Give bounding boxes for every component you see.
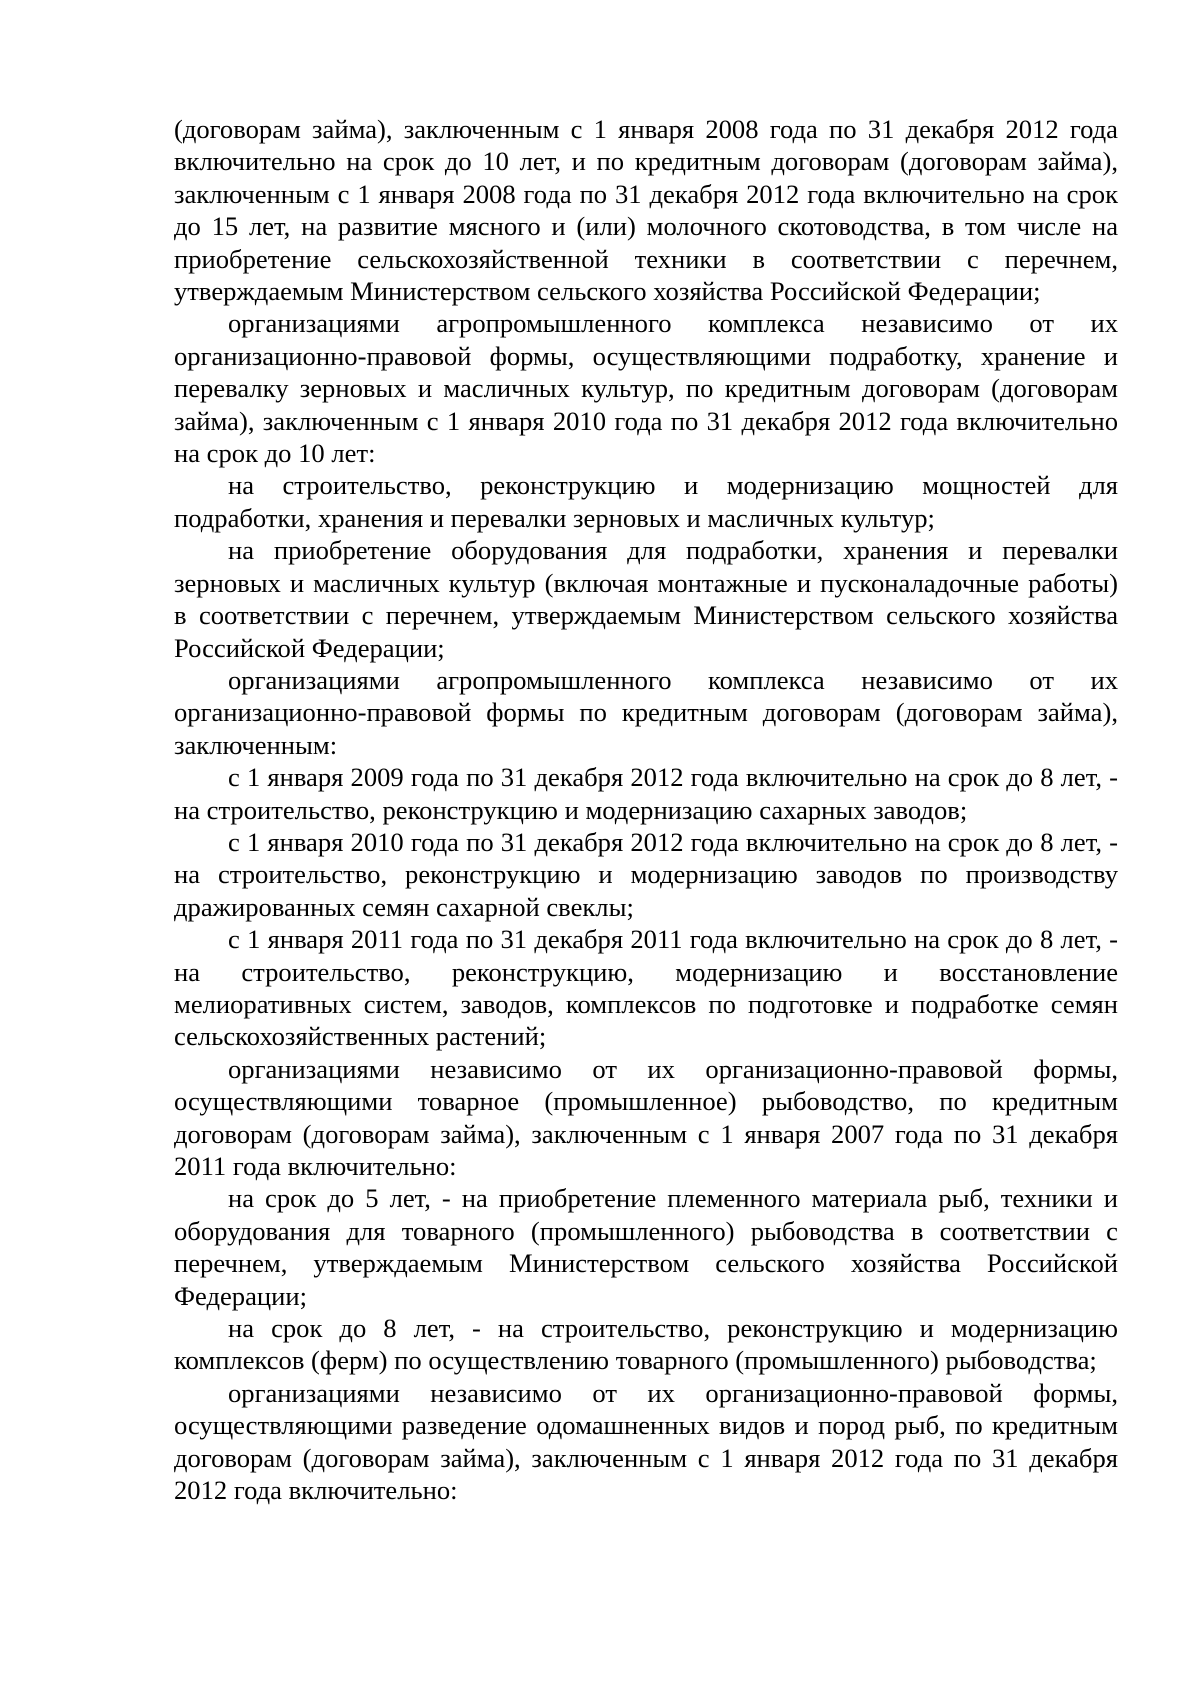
- paragraph-fish-breeding: организациями независимо от их организационно-правовой формы, осуществляющими разведение одомашненных видов и пород рыб, по кредитным договорам (договорам займа), заключенным с 1 января 2012 года по 31 декабря 2012 года включительно:: [174, 1377, 1118, 1506]
- paragraph-agro-organizations: организациями агропромышленного комплекса независимо от их организационно-правовой формы по кредитным договорам (договорам займа), заключенным:: [174, 664, 1118, 760]
- paragraph-grain-equipment: на приобретение оборудования для подработки, хранения и перевалки зерновых и масличных культур (включая монтажные и пусконаладочные работы) в соответствии с перечнем, утверждаемым Министерством сельского хозяйства Российской Федерации;: [174, 535, 1118, 663]
- paragraph-fish-farming-organizations: организациями независимо от их организационно-правовой формы, осуществляющими товарное (промышленное) рыбоводство, по кредитным договорам (договорам займа), заключенным с 1 января 2007 года по 31 декабря 2011 года включительно:: [174, 1053, 1118, 1181]
- paragraph-grain-construction: на строительство, реконструкцию и модернизацию мощностей для подработки, хранения и перевалки зерновых и масличных культур;: [174, 470, 1118, 533]
- paragraph-grain-organizations: организациями агропромышленного комплекса независимо от их организационно-правовой формы, осуществляющими подработку, хранение и перевалку зерновых и масличных культур, по кредитным договорам (договорам займа), заключенным с 1 января 2010 года по 31 декабря 2012 года включительно на срок до 10 лет:: [174, 308, 1118, 469]
- paragraph-sugar-beet-seeds: с 1 января 2010 года по 31 декабря 2012 года включительно на срок до 8 лет, - на строительство, реконструкцию и модернизацию заводов по производству дражированных семян сахарной свеклы;: [174, 826, 1118, 922]
- paragraph-fish-8-years: на срок до 8 лет, - на строительство, реконструкцию и модернизацию комплексов (ферм) по осуществлению товарного (промышленного) рыбоводства;: [174, 1313, 1118, 1376]
- paragraph-fish-5-years: на срок до 5 лет, - на приобретение племенного материала рыб, техники и оборудования для товарного (промышленного) рыбоводства в соответствии с перечнем, утверждаемым Министерством сельского хозяйства Российской Федерации;: [174, 1183, 1118, 1311]
- paragraph-melioration: с 1 января 2011 года по 31 декабря 2011 года включительно на срок до 8 лет, - на строительство, реконструкцию, модернизацию и восстановление мелиоративных систем, заводов, комплексов по подготовке и подработке семян сельскохозяйственных растений;: [174, 924, 1118, 1052]
- document-body: [174, 113, 1118, 1506]
- paragraph-loan-terms-cattle: (договорам займа), заключенным с 1 января 2008 года по 31 декабря 2012 года включительно на срок до 10 лет, и по кредитным договорам (договорам займа), заключенным с 1 января 2008 года по 31 декабря 2012 года включительно на срок до 15 лет, на развитие мясного и (или) молочного скотоводства, в том числе на приобретение сельскохозяйственной техники в соответствии с перечнем, утверждаемым Министерством сельского хозяйства Российской Федерации;: [174, 114, 1118, 307]
- paragraph-sugar-plants: с 1 января 2009 года по 31 декабря 2012 года включительно на срок до 8 лет, - на строительство, реконструкцию и модернизацию сахарных заводов;: [174, 762, 1118, 825]
